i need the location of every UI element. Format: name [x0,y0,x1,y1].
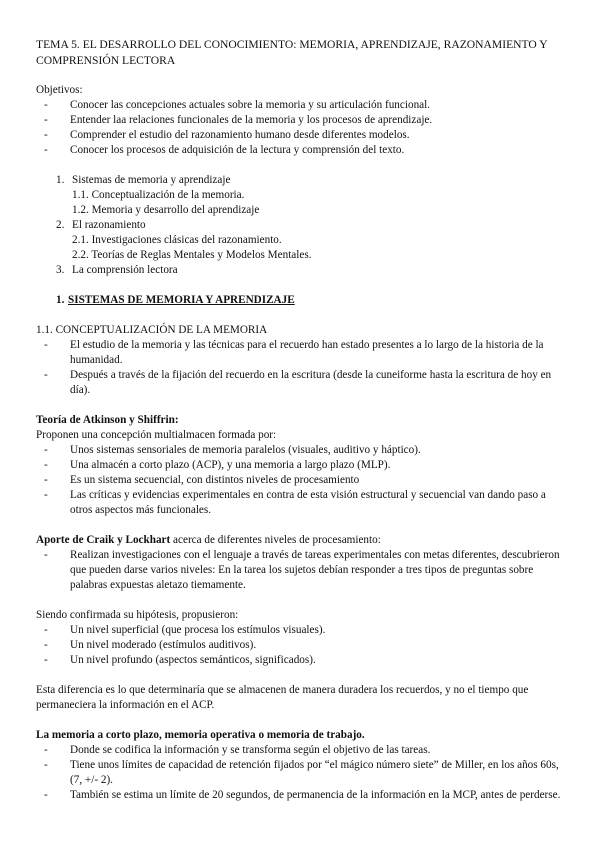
list-item: - Conocer las concepciones actuales sobre la memoria y su articulación funcional. [70,98,566,113]
craik-paragraph [36,533,566,548]
craik-heading-rest: acerca de diferentes niveles de procesamiento: [170,534,381,546]
outline-subitem: 2.1. Investigaciones clásicas del razonamiento. [72,234,282,246]
list-item: - Un nivel moderado (estímulos auditivos). [70,638,566,653]
outline-label: La comprensión lectora [72,264,178,276]
list-item: - Realizan investigaciones con el lenguaje a través de tareas experimentales con metas diferentes, descubrieron que pueden darse varios niveles: En la tarea los sujetos debían responder a tres tipos de preguntas sobre palabras expuestas aletazo tiemamente. [70,548,566,593]
outline-subitem: 1.1. Conceptualización de la memoria. [72,189,245,201]
craik-heading: Aporte de Craik y Lockhart [36,534,171,546]
list-item: - Un nivel profundo (aspectos semánticos, significados). [70,653,566,668]
outline-subitem: 2.2. Teorías de Reglas Mentales y Modelos Mentales. [72,249,312,261]
list-item: - Tiene unos límites de capacidad de retención fijados por “el mágico número siete” de Miller, en los años 60s, (7, +/- 2). [70,758,566,788]
list-item: - Comprender el estudio del razonamiento humano desde diferentes modelos. [70,128,566,143]
objectives-label: Objetivos: [36,84,83,96]
outline-subitems [72,188,566,218]
outline-item [36,263,566,278]
atkinson-intro: Proponen una concepción multialmacen formada por: [36,429,277,441]
subsection-heading: 1.1. CONCEPTUALIZACIÓN DE LA MEMORIA [36,324,268,336]
outline [36,173,566,278]
list-item: - Entender laa relaciones funcionales de la memoria y los procesos de aprendizaje. [70,113,566,128]
outline-number: 2. [56,219,65,231]
outline-item [36,218,566,263]
outline-label: El razonamiento [72,219,146,231]
subsection-list [36,338,566,398]
section-title: SISTEMAS DE MEMORIA Y APRENDIZAJE [68,294,295,306]
short-term-list [36,743,566,803]
short-term-heading: La memoria a corto plazo, memoria operativa o memoria de trabajo. [36,729,365,741]
document-title: TEMA 5. EL DESARROLLO DEL CONOCIMIENTO: MEMORIA, APRENDIZAJE, RAZONAMIENTO Y COMPRENSIÓN LECTORA [36,38,548,67]
outline-subitem: 1.2. Memoria y desarrollo del aprendizaje [72,204,260,216]
outline-subitems [72,233,566,263]
list-item: - Es un sistema secuencial, con distintos niveles de procesamiento [70,473,566,488]
outline-number: 1. [56,174,65,186]
objectives-list [36,98,566,158]
section-number: 1. [56,294,65,306]
outline-number: 3. [56,264,65,276]
section-heading [36,293,566,308]
difference-paragraph: Esta diferencia es lo que determinaría que se almacenen de manera duradera los recuerdos, y no el tiempo que permaneciera la información en el ACP. [36,684,529,711]
atkinson-heading: Teoría de Atkinson y Shiffrin: [36,414,179,426]
outline-item [36,173,566,218]
list-item: - Después a través de la fijación del recuerdo en la escritura (desde la cuneiforme hasta la escritura de hoy en día). [70,368,566,398]
list-item: - El estudio de la memoria y las técnicas para el recuerdo han estado presentes a lo largo de la historia de la humanidad. [70,338,566,368]
craik-list [36,548,566,593]
hypothesis-intro: Siendo confirmada su hipótesis, propusieron: [36,609,239,621]
list-item: - Las críticas y evidencias experimentales en contra de esta visión estructural y secuencial van dando paso a otros aspectos más funcionales. [70,488,566,518]
list-item: - Donde se codifica la información y se transforma según el objetivo de las tareas. [70,743,566,758]
list-item: - Una almacén a corto plazo (ACP), y una memoria a largo plazo (MLP). [70,458,566,473]
list-item: - Un nivel superficial (que procesa los estímulos visuales). [70,623,566,638]
atkinson-list [36,443,566,518]
list-item: - Conocer los procesos de adquisición de la lectura y comprensión del texto. [70,143,566,158]
hypothesis-list [36,623,566,668]
document-page [36,37,566,803]
list-item: - También se estima un límite de 20 segundos, de permanencia de la información en la MCP, antes de perderse. [70,788,566,803]
outline-label: Sistemas de memoria y aprendizaje [72,174,231,186]
list-item: - Unos sistemas sensoriales de memoria paralelos (visuales, auditivo y háptico). [70,443,566,458]
